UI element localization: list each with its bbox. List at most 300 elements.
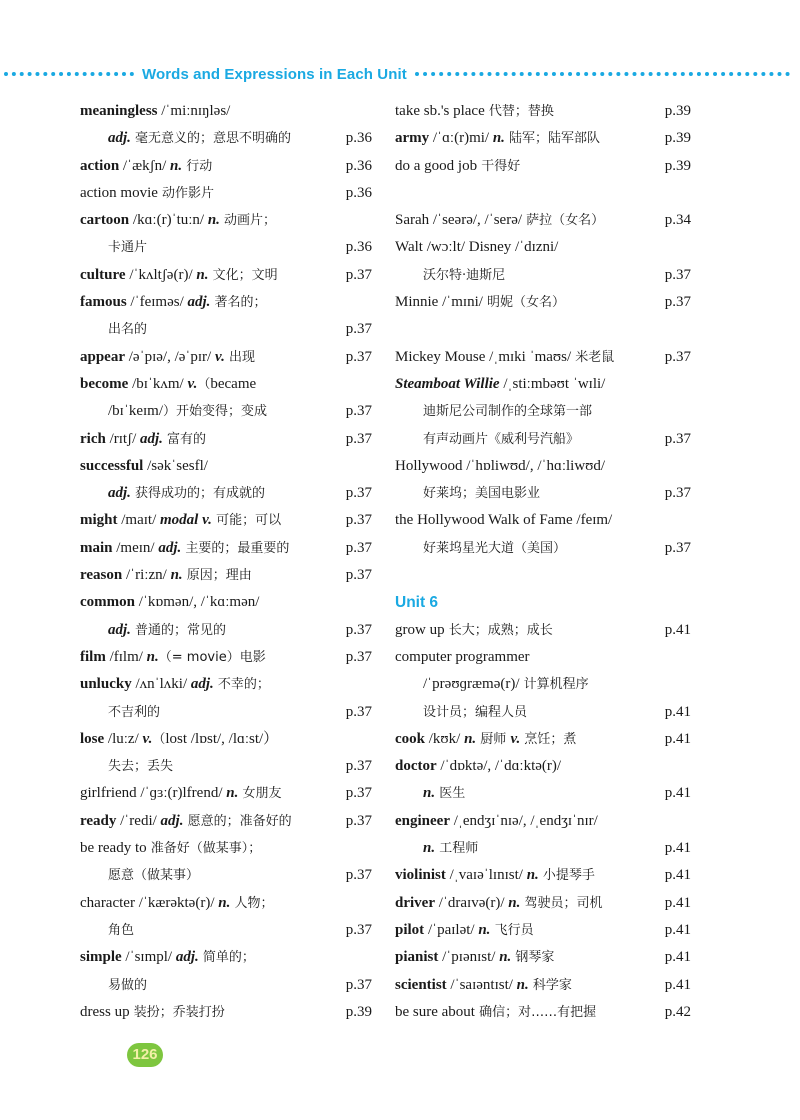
phrase: Sarah /ˈseərə/, /ˈserə/ — [395, 212, 523, 229]
headword: might — [80, 512, 118, 529]
entry-text — [80, 371, 256, 398]
phrase: be sure about — [395, 1003, 475, 1020]
definition: （ — [197, 376, 211, 392]
entry-text — [395, 262, 505, 289]
entry-text — [395, 862, 595, 889]
page-ref: p.36 — [345, 130, 372, 147]
page-ref: p.36 — [345, 184, 372, 201]
page-ref: p.41 — [664, 949, 691, 966]
definition: 医生 — [435, 786, 466, 802]
entry-text — [80, 180, 214, 207]
phonetic: became — [210, 375, 257, 392]
part-of-speech: adj. — [187, 294, 211, 311]
entry-text — [395, 835, 478, 862]
definition: 沃尔特·迪斯尼 — [423, 267, 506, 283]
entry-text — [80, 972, 147, 999]
header-title: Words and Expressions in Each Unit — [142, 65, 407, 83]
page-ref: p.37 — [345, 976, 372, 993]
entry-line — [80, 125, 372, 152]
headword: rich — [80, 430, 106, 447]
phonetic: /ˈmiːnɪŋləs/ — [157, 103, 231, 119]
definition: 烹饪；煮 — [520, 731, 577, 747]
entry-line — [80, 98, 372, 125]
page-ref: p.37 — [664, 485, 691, 502]
page-ref: p.41 — [664, 785, 691, 802]
definition: 钢琴家 — [511, 950, 555, 966]
entry-text — [80, 862, 199, 889]
part-of-speech: n. — [196, 266, 209, 283]
definition: 行动 — [182, 158, 213, 174]
phonetic: /ˈpɪənɪst/ — [438, 949, 500, 966]
entry-text — [395, 398, 592, 425]
phrase: girlfriend /ˈɡɜː(r)lfrend/ — [80, 785, 227, 802]
phrase: Mickey Mouse /ˌmɪki ˈmaʊs/ — [395, 348, 572, 365]
entry-text — [395, 671, 589, 698]
definition: 干得好 — [477, 158, 521, 174]
phonetic: /ˌendʒɪˈnɪə/, /ˌendʒɪˈnɪr/ — [449, 812, 598, 829]
entry-line — [80, 944, 372, 971]
entry-text — [395, 371, 605, 398]
entry-line — [395, 344, 691, 371]
definition: 不吉利的 — [108, 704, 161, 720]
definition: 获得成功的；有成就的 — [130, 486, 266, 502]
entry-line — [80, 644, 372, 671]
page-header — [0, 63, 800, 85]
phonetic: /ˈriːzn/ — [122, 567, 171, 584]
entry-line — [80, 835, 372, 862]
entry-text — [80, 780, 281, 807]
definition: ）开始变得；变成 — [163, 404, 268, 420]
part-of-speech: adj. — [140, 430, 163, 447]
entry-line — [395, 808, 691, 835]
definition: 出现 — [224, 349, 255, 365]
entry-text — [395, 644, 530, 671]
phonetic: /ˈkɒmən/, /ˈkɑːmən/ — [135, 594, 260, 611]
entry-line — [80, 699, 372, 726]
part-of-speech: n. — [170, 567, 183, 584]
definition: 科学家 — [528, 977, 572, 993]
definition: 可能；可以 — [211, 513, 282, 529]
entry-text — [80, 671, 270, 698]
entry-text — [80, 507, 281, 534]
entry-text — [80, 344, 255, 371]
definition: 易做的 — [108, 977, 148, 993]
part-of-speech: adj. — [160, 812, 184, 829]
definition: 愿意的；准备好的 — [183, 813, 292, 829]
entry-text — [80, 426, 206, 453]
page-ref: p.41 — [664, 921, 691, 938]
entry-line — [80, 480, 372, 507]
headword: scientist — [395, 976, 447, 993]
part-of-speech: n. — [146, 648, 159, 665]
part-of-speech: v. — [214, 348, 225, 365]
entry-text — [395, 999, 596, 1026]
phonetic: /ʌnˈlʌki/ — [131, 676, 191, 693]
entry-text — [80, 753, 173, 780]
vocab-column-right — [395, 98, 691, 1026]
page-ref: p.41 — [664, 703, 691, 720]
phonetic: /maɪt/ — [117, 512, 160, 529]
entry-line — [80, 808, 372, 835]
page-ref: p.37 — [345, 703, 372, 720]
definition: （ — [152, 731, 166, 747]
entry-line — [80, 726, 372, 753]
phrase: action movie — [80, 184, 158, 201]
phonetic: /ˈdraɪvə(r)/ — [434, 894, 509, 911]
entry-line — [395, 207, 691, 234]
entry-line — [395, 426, 691, 453]
headword: film — [80, 648, 106, 665]
entry-text — [395, 699, 527, 726]
entry-line — [80, 153, 372, 180]
entry-text — [395, 726, 576, 753]
part-of-speech: n. — [423, 840, 436, 857]
entry-text — [395, 153, 520, 180]
entry-line — [395, 944, 691, 971]
part-of-speech: n. — [218, 894, 231, 911]
entry-line — [395, 262, 691, 289]
definition: 女朋友 — [238, 786, 282, 802]
page-ref: p.37 — [345, 348, 372, 365]
page-number: 126 — [127, 1043, 163, 1067]
page-ref: p.37 — [345, 621, 372, 638]
page-ref: p.37 — [345, 321, 372, 338]
entry-line — [80, 398, 372, 425]
unit-title: Unit 6 — [395, 594, 439, 612]
entry-line — [395, 507, 691, 534]
entry-text — [395, 453, 605, 480]
entry-line — [395, 617, 691, 644]
entry-line — [80, 207, 372, 234]
definition: 迪斯尼公司制作的全球第一部 — [423, 404, 593, 420]
entry-text — [395, 535, 566, 562]
part-of-speech: v. — [142, 730, 153, 747]
definition: 普通的；常见的 — [130, 622, 227, 638]
definition: 富有的 — [162, 431, 207, 447]
part-of-speech: n. — [170, 157, 183, 174]
page-ref: p.41 — [664, 894, 691, 911]
headword: cook — [395, 730, 425, 747]
definition: 主要的；最重要的 — [181, 540, 290, 556]
page-ref: p.39 — [664, 103, 691, 119]
entry-line — [80, 862, 372, 889]
definition: 计算机程序 — [519, 677, 589, 693]
entry-text — [80, 480, 265, 507]
phonetic: /luːz/ — [104, 730, 143, 747]
headword: doctor — [395, 758, 437, 775]
entry-line — [395, 153, 691, 180]
entry-text — [395, 125, 600, 152]
entry-text — [395, 480, 540, 507]
entry-text — [80, 562, 252, 589]
entry-line — [395, 644, 691, 671]
entry-text — [80, 535, 289, 562]
phonetic: /ˈpaɪlət/ — [424, 921, 479, 938]
entry-line — [395, 535, 691, 562]
part-of-speech: n. — [508, 894, 521, 911]
entry-text — [395, 507, 612, 534]
entry-line — [395, 780, 691, 807]
entry-line — [80, 890, 372, 917]
part-of-speech: adj. — [158, 539, 182, 556]
unit-heading — [395, 589, 691, 616]
entry-text — [395, 890, 603, 917]
part-of-speech: n. — [526, 867, 539, 884]
definition: 厨师 — [476, 731, 511, 747]
vocab-column-left — [80, 98, 372, 1026]
part-of-speech: adj. — [108, 485, 131, 502]
headword: reason — [80, 567, 123, 584]
entry-line — [395, 398, 691, 425]
page-ref: p.37 — [345, 867, 372, 884]
part-of-speech: n. — [499, 949, 512, 966]
entry-text — [80, 262, 278, 289]
entry-line — [395, 999, 691, 1026]
part-of-speech: adj. — [175, 949, 199, 966]
definition: 米老鼠 — [571, 349, 615, 365]
phrase: Walt /wɔːlt/ Disney /ˈdɪzni/ — [395, 239, 559, 256]
headword: successful — [80, 457, 144, 474]
entry-line — [395, 453, 691, 480]
entry-line — [80, 753, 372, 780]
entry-text — [395, 808, 598, 835]
entry-line — [80, 999, 372, 1026]
entry-line — [80, 589, 372, 616]
definition: 好莱坞星光大道（美国） — [423, 540, 567, 556]
definition: 出名的 — [108, 322, 148, 338]
headword: army — [395, 130, 430, 147]
entry-line — [80, 289, 372, 316]
headword: engineer — [395, 812, 450, 829]
entry-text — [80, 453, 208, 480]
entry-text — [80, 125, 291, 152]
definition: 角色 — [108, 922, 135, 938]
part-of-speech: n. — [464, 730, 477, 747]
entry-line — [80, 917, 372, 944]
part-of-speech: adj. — [190, 676, 214, 693]
definition: （= movie）电影 — [158, 649, 266, 665]
entry-text — [80, 999, 225, 1026]
definition: 文化；文明 — [208, 267, 278, 283]
page-ref: p.34 — [664, 212, 691, 229]
headword: main — [80, 539, 113, 556]
headword: lose — [80, 730, 105, 747]
headword: meaningless — [80, 103, 158, 119]
entry-line — [395, 699, 691, 726]
entry-line — [80, 671, 372, 698]
entry-text — [80, 589, 259, 616]
page-ref: p.37 — [345, 266, 372, 283]
entry-line — [395, 180, 691, 207]
phonetic: /səkˈsesfl/ — [143, 457, 208, 474]
phrase: dress up — [80, 1003, 130, 1020]
headword: appear — [80, 348, 125, 365]
entry-line — [80, 453, 372, 480]
headword: cartoon — [80, 212, 130, 229]
phonetic: /ˌstiːmbəʊt ˈwɪli/ — [499, 375, 606, 392]
definition: 驾驶员；司机 — [520, 895, 603, 911]
phonetic: /ˈkʌltʃə(r)/ — [125, 266, 197, 283]
page-ref: p.39 — [664, 157, 691, 174]
entry-line — [395, 125, 691, 152]
page-ref: p.37 — [345, 539, 372, 556]
definition: 设计员；编程人员 — [423, 704, 528, 720]
entry-text — [395, 944, 554, 971]
entry-text — [80, 699, 160, 726]
entry-line — [395, 234, 691, 261]
part-of-speech: n. — [207, 212, 220, 229]
page-ref: p.41 — [664, 976, 691, 993]
definition: 工程师 — [435, 841, 479, 857]
headword: become — [80, 375, 129, 392]
phonetic: /əˈpɪə/, /əˈpɪr/ — [125, 348, 215, 365]
page-ref: p.37 — [664, 539, 691, 556]
definition: 陆军；陆军部队 — [504, 131, 601, 147]
entry-line — [395, 289, 691, 316]
headword: violinist — [395, 867, 446, 884]
entry-text — [80, 153, 212, 180]
phrase: do a good job — [395, 157, 478, 174]
entry-line — [80, 371, 372, 398]
phonetic: /ˈsaɪəntɪst/ — [446, 976, 517, 993]
entry-line — [395, 98, 691, 125]
page-ref: p.41 — [664, 730, 691, 747]
definition: 小提琴手 — [538, 868, 595, 884]
entry-text — [80, 98, 230, 125]
page-ref: p.37 — [664, 294, 691, 311]
phonetic: /ˌvaɪəˈlɪnɪst/ — [445, 867, 527, 884]
entry-text — [80, 207, 276, 234]
phrase: be ready to — [80, 840, 147, 857]
phonetic: /ˈdɒktə/, /ˈdɑːktə(r)/ — [436, 758, 562, 775]
entry-text — [395, 207, 604, 234]
phrase: grow up — [395, 621, 445, 638]
phrase: /bɪˈkeɪm/ — [108, 403, 163, 420]
page-ref: p.39 — [345, 1003, 372, 1020]
phonetic: /ˈɑː(r)mi/ — [429, 130, 493, 147]
entry-text — [80, 617, 226, 644]
part-of-speech: v. — [510, 730, 521, 747]
phonetic: /kɑː(r)ˈtuːn/ — [129, 212, 208, 229]
entry-line — [80, 180, 372, 207]
part-of-speech: adj. — [108, 130, 131, 147]
entry-text — [395, 426, 579, 453]
entry-line — [80, 507, 372, 534]
headword: famous — [80, 294, 127, 311]
definition: 著名的； — [210, 295, 267, 311]
entry-line — [80, 535, 372, 562]
phonetic: /meɪn/ — [112, 539, 159, 556]
definition: 失去；丢失 — [108, 759, 174, 775]
entry-text — [80, 944, 255, 971]
entry-text — [80, 917, 134, 944]
headword: culture — [80, 266, 126, 283]
page-ref: p.37 — [345, 403, 372, 420]
definition: 卡通片 — [108, 240, 148, 256]
definition: 原因；理由 — [182, 568, 252, 584]
entry-line — [395, 316, 691, 343]
entry-text — [80, 808, 292, 835]
phonetic: lost /lɒst/, /lɑːst/） — [165, 730, 279, 747]
page-ref: p.37 — [664, 348, 691, 365]
definition: 愿意（做某事） — [108, 868, 200, 884]
phrase: the Hollywood Walk of Fame /feɪm/ — [395, 512, 613, 529]
page-ref: p.42 — [664, 1003, 691, 1020]
page-ref: p.37 — [664, 266, 691, 283]
definition: 长大；成熟；成长 — [444, 622, 553, 638]
entry-line — [80, 562, 372, 589]
entry-text — [395, 98, 554, 125]
definition: 确信；对……有把握 — [474, 1004, 597, 1020]
headword: simple — [80, 949, 122, 966]
entry-line — [80, 344, 372, 371]
page-ref: p.41 — [664, 840, 691, 857]
entry-line — [80, 234, 372, 261]
entry-text — [395, 589, 438, 617]
page-ref: p.36 — [345, 157, 372, 174]
entry-line — [80, 972, 372, 999]
entry-line — [80, 780, 372, 807]
page-ref: p.39 — [664, 130, 691, 147]
entry-text — [80, 835, 261, 862]
entry-text — [395, 780, 465, 807]
phrase: character /ˈkærəktə(r)/ — [80, 894, 219, 911]
entry-line — [395, 972, 691, 999]
page-ref: p.36 — [345, 239, 372, 256]
phrase: take sb.'s place — [395, 103, 485, 119]
entry-text — [395, 289, 565, 316]
definition: 代替；替换 — [484, 104, 554, 119]
entry-line — [395, 753, 691, 780]
phrase: Hollywood /ˈhɒliwʊd/, /ˈhɑːliwʊd/ — [395, 457, 606, 474]
definition: 动作影片 — [157, 185, 215, 201]
entry-text — [395, 917, 534, 944]
entry-line — [395, 671, 691, 698]
entry-text — [395, 617, 553, 644]
entry-line — [395, 726, 691, 753]
definition: 飞行员 — [490, 922, 534, 938]
page-ref: p.37 — [345, 648, 372, 665]
definition: 准备好（做某事）； — [146, 841, 262, 857]
part-of-speech: n. — [492, 130, 505, 147]
entry-text — [395, 972, 572, 999]
phonetic: /ˈsɪmpl/ — [121, 949, 176, 966]
page-ref: p.37 — [345, 430, 372, 447]
headword: driver — [395, 894, 435, 911]
entry-text — [80, 726, 278, 753]
part-of-speech: n. — [516, 976, 529, 993]
definition: 好莱坞；美国电影业 — [423, 486, 541, 502]
entry-line — [395, 835, 691, 862]
headword: ready — [80, 812, 117, 829]
headword: common — [80, 594, 135, 611]
entry-text — [80, 289, 267, 316]
definition: 简单的； — [198, 950, 255, 966]
phonetic: /ˈfeɪməs/ — [126, 294, 188, 311]
phrase: Minnie /ˈmɪni/ — [395, 294, 483, 311]
entry-line — [80, 426, 372, 453]
headword: unlucky — [80, 676, 132, 693]
part-of-speech: modal v. — [160, 512, 212, 529]
page-ref: p.37 — [664, 430, 691, 447]
phonetic: /rɪtʃ/ — [105, 430, 140, 447]
definition: 萨拉（女名） — [522, 213, 605, 229]
phrase: computer programmer — [395, 648, 530, 665]
part-of-speech: adj. — [108, 621, 131, 638]
entry-text — [395, 753, 561, 780]
part-of-speech: n. — [226, 785, 239, 802]
phonetic: /bɪˈkʌm/ — [128, 375, 188, 392]
